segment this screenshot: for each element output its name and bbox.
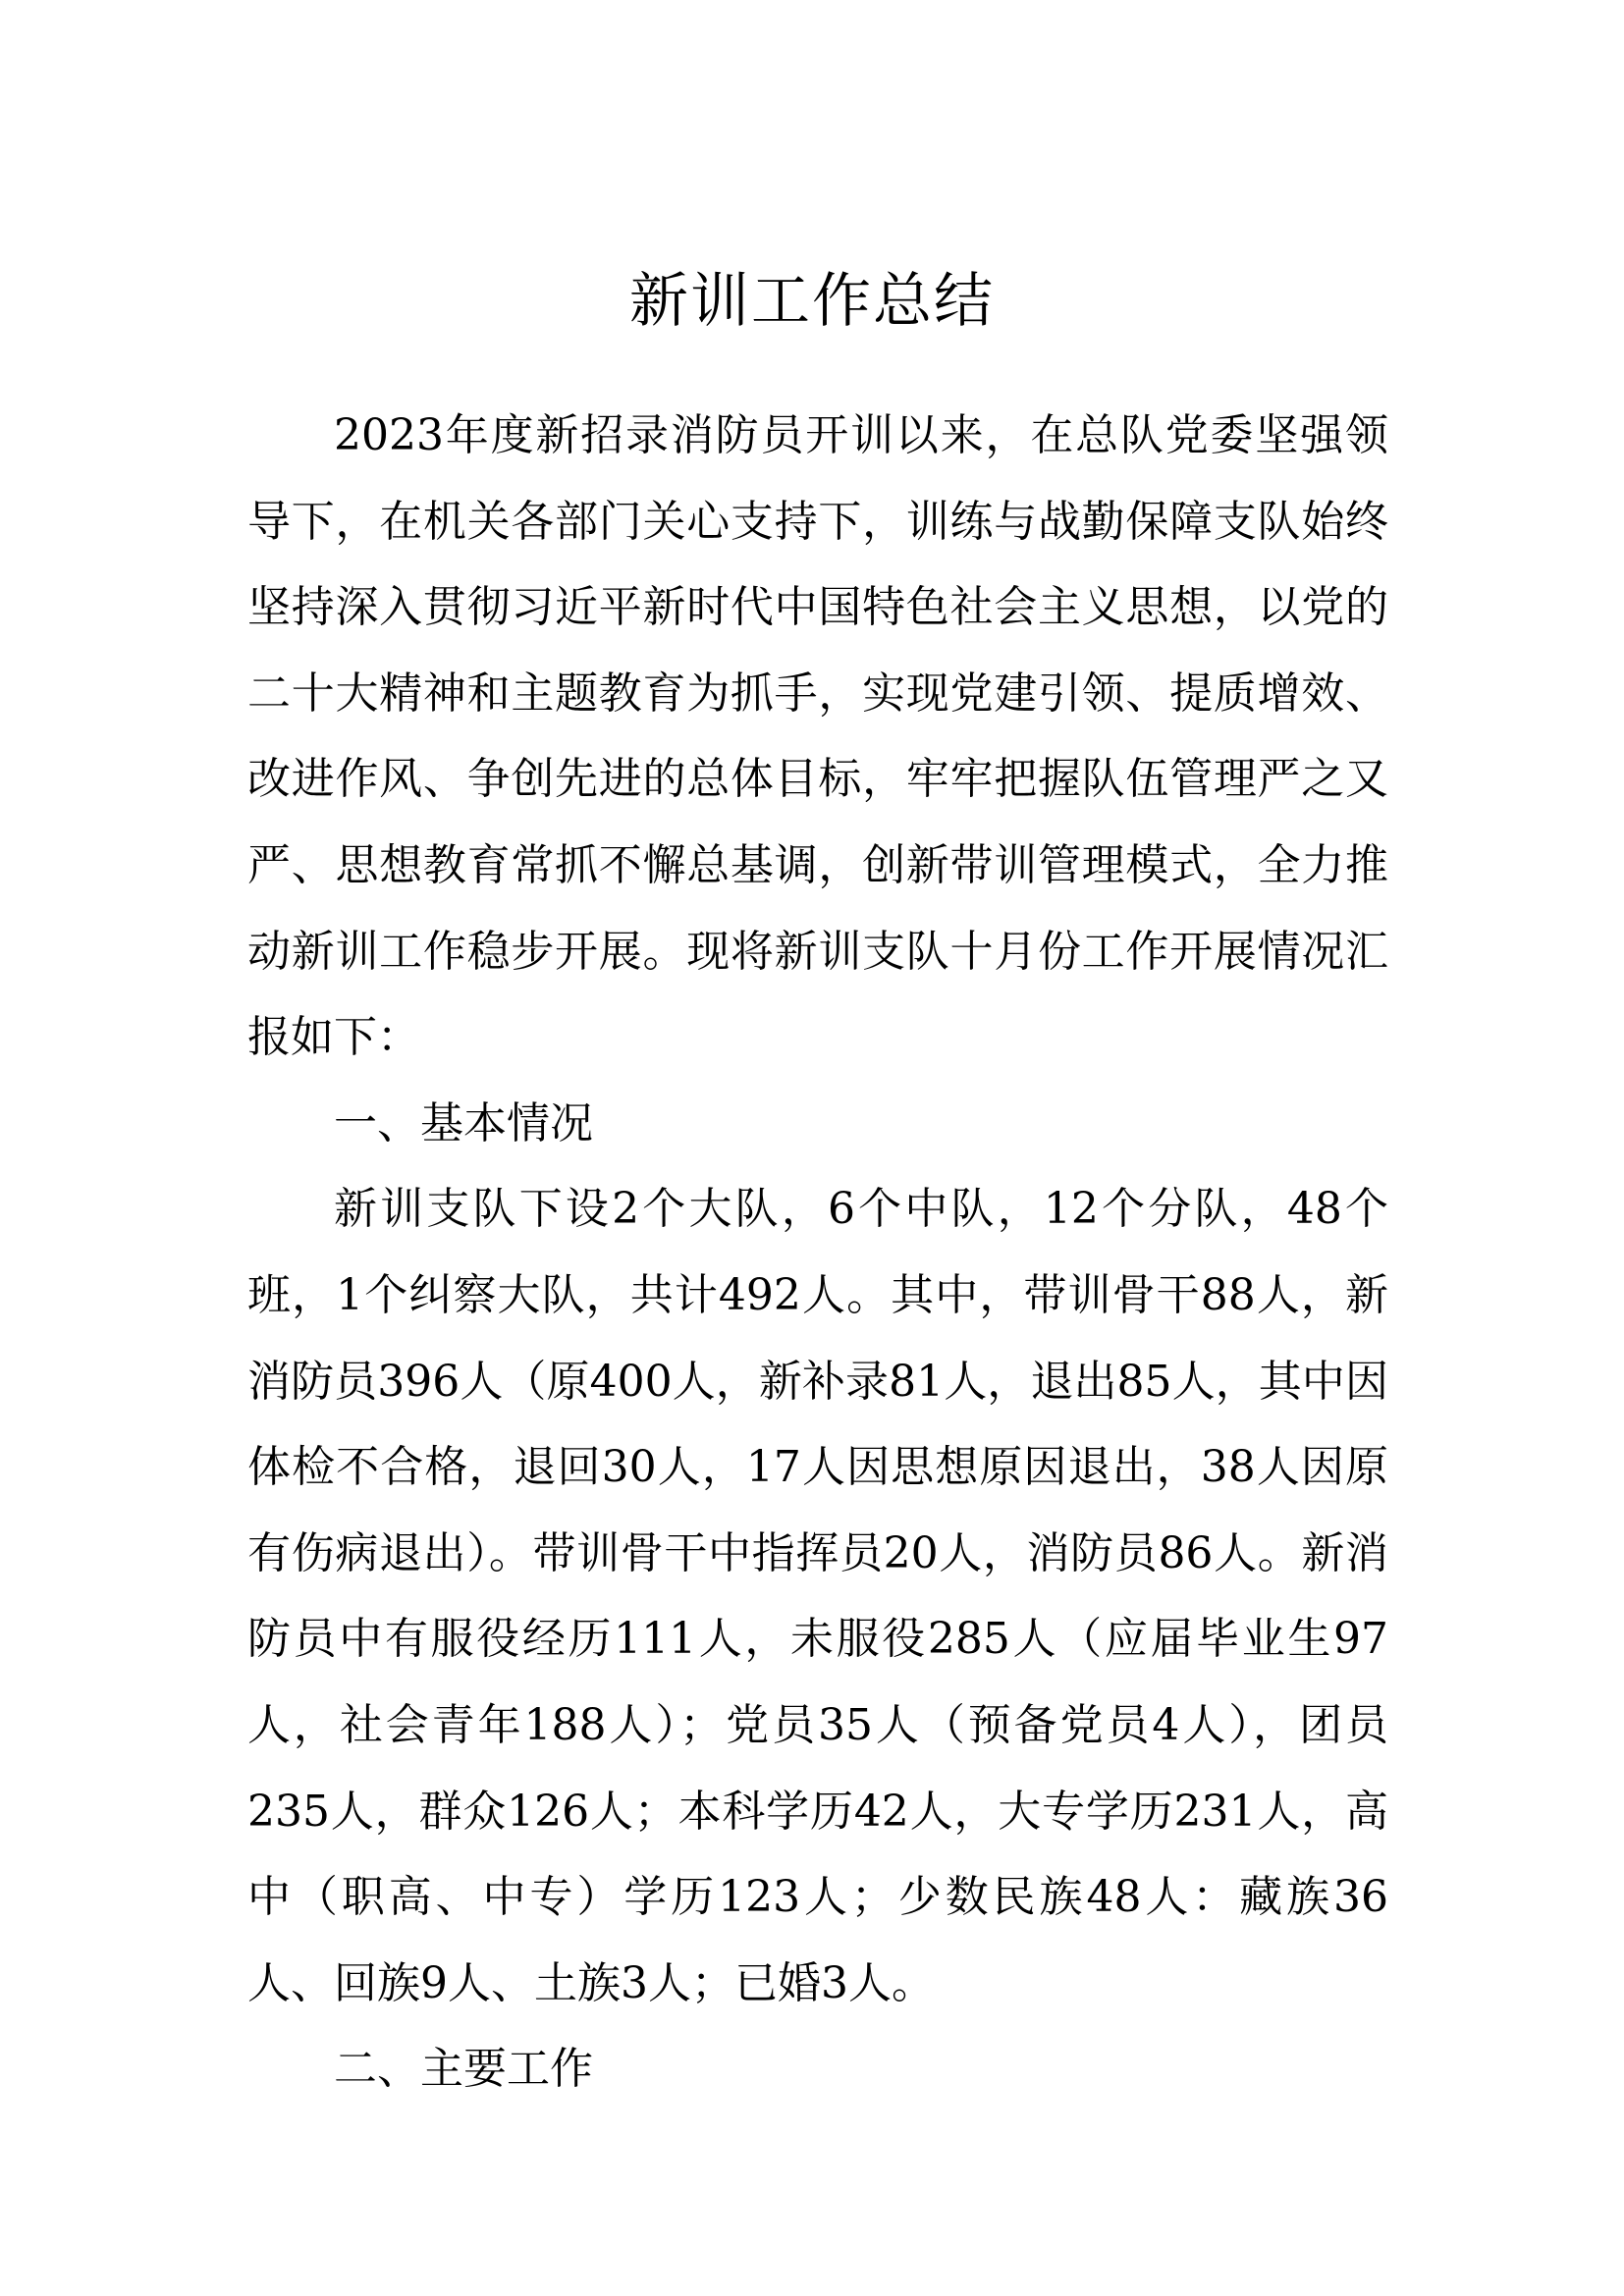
section-heading-main-work: 二、主要工作 — [334, 2044, 593, 2095]
section-heading-basic-situation: 一、基本情况 — [334, 1097, 593, 1148]
basic-situation-paragraph: 新训支队下设2个大队，6个中队，12个分队，48个班，1个纠察大队，共计492人。其中，带训骨干88人，新消防员396人（原400人，新补录81人，退出85人，其中因体检不合格，退回30人，17人因思想原因退出，38人因原有伤病退出）。带训骨干中指挥员20人，消防员86人。新消防员中有服役经历111人，未服役285人（应届毕业生97人，社会青年188人）；党员35人（预备党员4人），团员235人，群众126人；本科学历42人，大专学历231人，高中（职高、中专）学历123人；少数民族48人：藏族36人、回族9人、土族3人；已婚3人。 — [247, 1184, 1388, 2008]
document-body — [247, 393, 1388, 2112]
intro-paragraph: 2023年度新招录消防员开训以来，在总队党委坚强领导下，在机关各部门关心支持下，训练与战勤保障支队始终坚持深入贯彻习近平新时代中国特色社会主义思想，以党的二十大精神和主题教育为抓手，实现党建引领、提质增效、改进作风、争创先进的总体目标，牢牢把握队伍管理严之又严、思想教育常抓不懈总基调，创新带训管理模式，全力推动新训工作稳步开展。现将新训支队十月份工作开展情况汇报如下： — [247, 410, 1388, 1063]
document-title: 新训工作总结 — [629, 267, 995, 336]
